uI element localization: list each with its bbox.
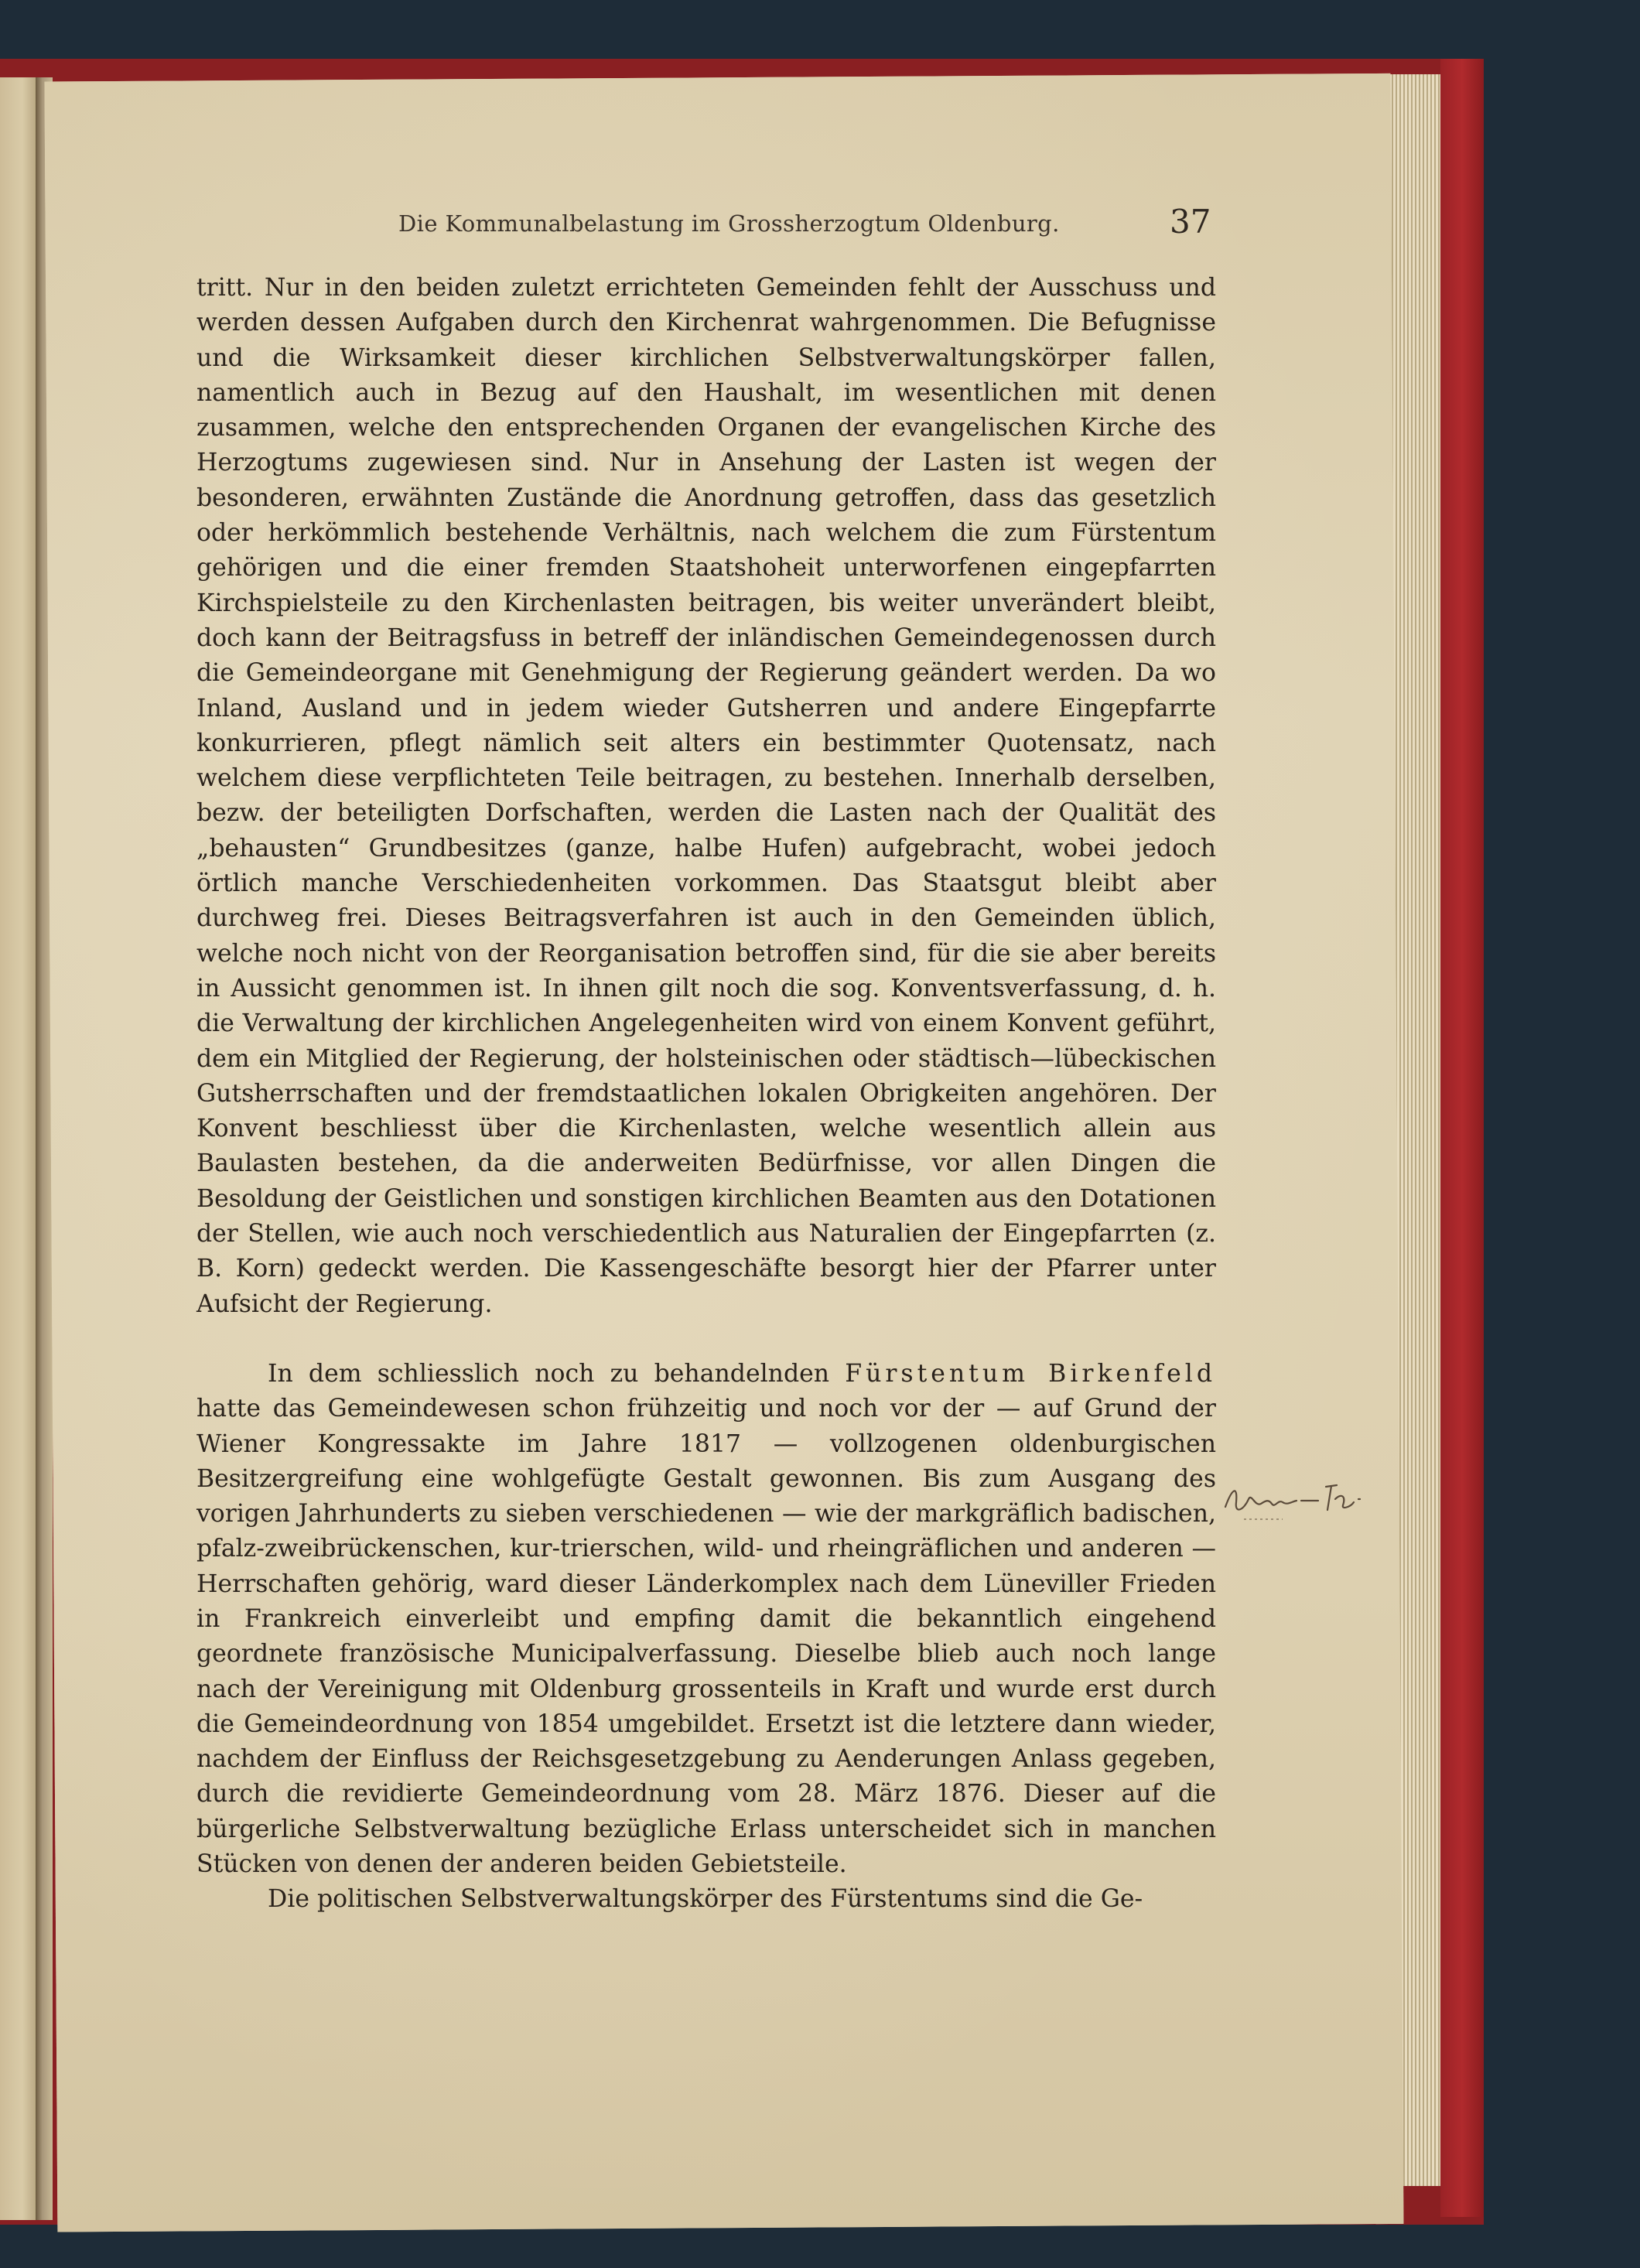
- book-cover-edge: [1440, 59, 1484, 2217]
- paragraph-2-text: hatte das Gemeindewesen schon frühzeitig und noch vor der — auf Grund der Wiener Kongressakte im Jahre 1817 — vollzogenen oldenburgischen Besitzergreifung eine wohlgefügte Gestalt gewonnen. Bis zum Ausgang des vorigen Jahrhunderts zu sieben verschiedenen — wie der markgräflich badischen, pfalz-zweibrückenschen, kur-trierschen, wild- und rheingräflichen und anderen — Herrschaften gehörig, ward dieser Länderkomplex nach dem Lüneviller Frieden in Frankreich einverleibt und empfing damit die bekanntlich eingehend geordnete französische Municipalverfassung. Dieselbe blieb auch noch lange nach der Vereinigung mit Oldenburg grossenteils in Kraft und wurde erst durch die Gemeindeordnung von 1854 umgebildet. Ersetzt ist die letztere dann wieder, nachdem der Einfluss der Reichsgesetzgebung zu Aenderungen Anlass gegeben, durch die revidierte Gemeindeordnung vom 28. März 1876. Dieser auf die bürgerliche Selbstverwaltung bezügliche Erlass unterscheidet sich in manchen Stücken von denen der anderen beiden Gebietsteile.: [196, 1395, 1216, 1879]
- paragraph-1: tritt. Nur in den beiden zuletzt errichteten Gemeinden fehlt der Ausschuss und werden dessen Aufgaben durch den Kirchenrat wahrgenommen. Die Befugnisse und die Wirksamkeit dieser kirchlichen Selbstverwaltungskörper fallen, namentlich auch in Bezug auf den Haushalt, im wesentlichen mit denen zusammen, welche den entsprechenden Organen der evangelischen Kirche des Herzogtums zugewiesen sind. Nur in Ansehung der Lasten ist wegen der besonderen, erwähnten Zustände die Anordnung getroffen, dass das gesetzlich oder herkömmlich bestehende Verhältnis, nach welchem die zum Fürstentum gehörigen und die einer fremden Staatshoheit unterworfenen eingepfarrten Kirchspielsteile zu den Kirchenlasten beitragen, bis weiter unverändert bleibt, doch kann der Beitragsfuss in betreff der inländischen Gemeindegenossen durch die Gemeindeorgane mit Genehmigung der Regierung geändert werden. Da wo Inland, Ausland und in jedem wieder Gutsherren und andere Eingepfarrte konkurrieren, pflegt nämlich seit alters ein bestimmter Quotensatz, nach welchem diese verpflichteten Teile beitragen, zu bestehen. Innerhalb derselben, bezw. der beteiligten Dorfschaften, werden die Lasten nach der Qualität des „behausten“ Grundbesitzes (ganze, halbe Hufen) aufgebracht, wobei jedoch örtlich manche Verschiedenheiten vorkommen. Das Staatsgut bleibt aber durchweg frei. Dieses Beitragsverfahren ist auch in den Gemeinden üblich, welche noch nicht von der Reorganisation betroffen sind, für die sie aber bereits in Aussicht genommen ist. In ihnen gilt noch die sog. Konventsverfassung, d. h. die Verwaltung der kirchlichen Angelegenheiten wird von einem Konvent geführt, dem ein Mitglied der Regierung, der holsteinischen oder städtisch—lübeckischen Gutsherrschaften und der fremdstaatlichen lokalen Obrigkeiten angehören. Der Konvent beschliesst über die Kirchenlasten, welche wesentlich allein aus Baulasten bestehen, da die anderweiten Bedürfnisse, vor allen Dingen die Besoldung der Geistlichen und sonstigen kirchlichen Beamten aus den Dotationen der Stellen, wie auch noch verschiedentlich aus Naturalien der Eingepfarrten (z. B. Korn) gedeckt werden. Die Kassengeschäfte besorgt hier der Pfarrer unter Aufsicht der Regierung.: [196, 274, 1216, 1318]
- paragraph-3: Die politischen Selbstverwaltungskörper des Fürstentums sind die Ge-: [268, 1885, 1143, 1914]
- handwritten-margin-note: [1221, 1476, 1399, 1530]
- paragraph-2: [196, 1357, 1216, 1882]
- page-body: [196, 271, 1216, 1918]
- previous-page-edge: [0, 77, 37, 2220]
- paragraph-2-lead: In dem schliesslich noch zu behandelnden: [268, 1359, 846, 1388]
- running-head: Die Kommunalbelastung im Grossherzogtum Oldenburg.: [398, 210, 1060, 237]
- page-number: 37: [1170, 203, 1211, 241]
- spaced-emphasis: Fürstentum Birkenfeld: [845, 1359, 1216, 1388]
